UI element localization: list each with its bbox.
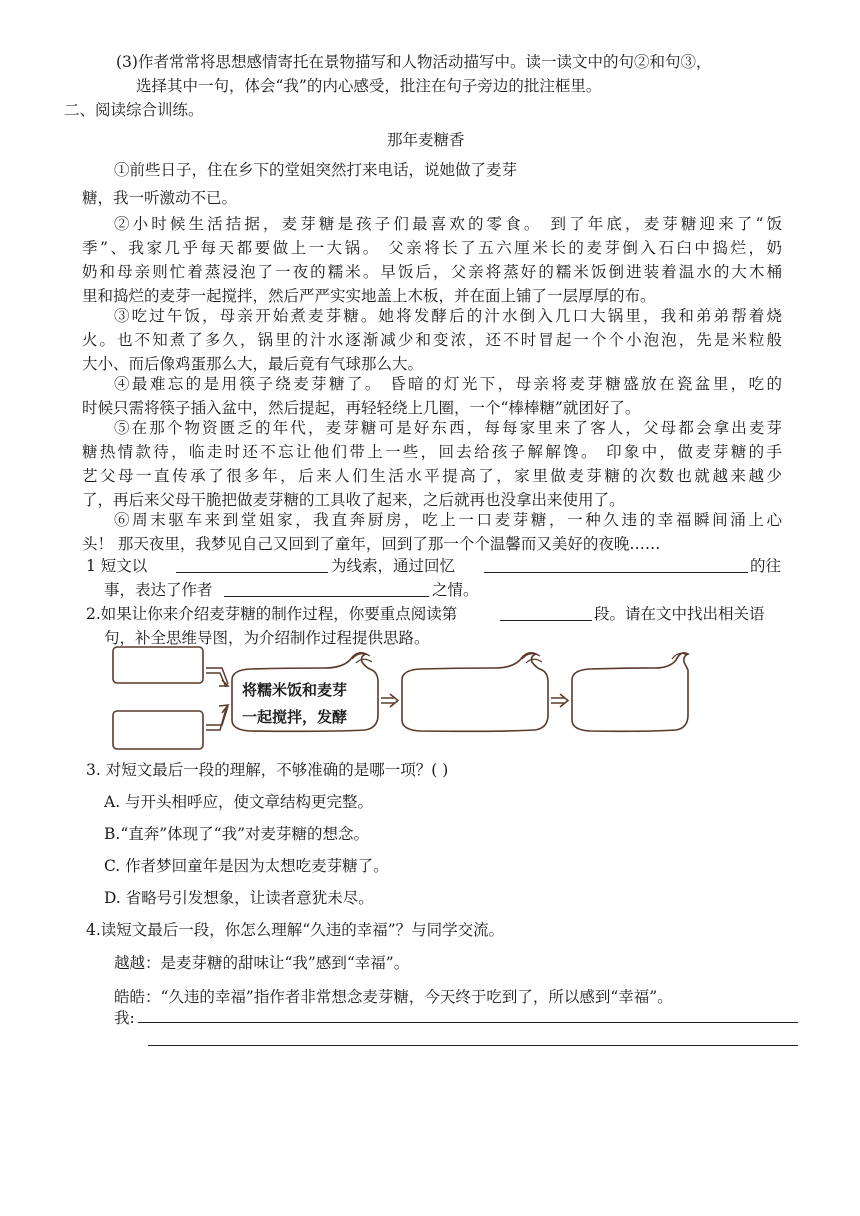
p3-line1: ③吃过午饭，母亲开始煮麦芽糖。她将发酵后的汁水倒入几口大锅里，我和弟弟帮着烧 — [114, 307, 782, 325]
p6-line2: 头！ 那天夜里，我梦见自己又回到了童年，回到了那一个个温馨而又美好的夜晚…… — [82, 535, 661, 553]
q4-answer-line-1[interactable] — [138, 1022, 798, 1023]
q1-text-d: 事，表达了作者 — [104, 581, 213, 599]
double-arrow-mid-icon — [381, 694, 398, 707]
left-box-top[interactable] — [113, 647, 203, 683]
section-heading: 二、阅读综合训练。 — [64, 101, 204, 119]
q3-prev-line2: 选择其中一句，体会“我”的内心感受，批注在句子旁边的批注框里。 — [136, 77, 602, 95]
p5-line1: ⑤在那个物资匮乏的年代，麦芽糖可是好东西，每每家里来了客人，父母都会拿出麦芽 — [114, 419, 782, 437]
q3-option-a[interactable]: A. 与开头相呼应，使文章结构更完整。 — [104, 793, 374, 811]
q3-prev-line1: (3)作者常常将思想感情寄托在景物描写和人物活动描写中。读一读文中的句②和句③， — [116, 53, 712, 71]
q1-blank-2[interactable] — [484, 572, 748, 573]
q4-stem: 4.读短文最后一段，你怎么理解“久违的幸福”？与同学交流。 — [86, 921, 505, 939]
p5-line3: 艺父母一直传承了很多年，后来人们生活水平提高了，家里做麦芽糖的次数也就越来越少 — [82, 467, 782, 485]
p3-line3: 大小、而后像鸡蛋那么大，最后竟有气球那么大。 — [82, 355, 424, 373]
double-arrow-top-icon — [206, 668, 228, 687]
q3-stem: 3. 对短文最后一段的理解，不够准确的是哪一项？( ) — [86, 761, 449, 779]
cloud-box-2[interactable] — [402, 653, 548, 731]
p1-line2: 糖，我一听激动不已。 — [82, 189, 238, 207]
q2-text-c: 句，补全思维导图，为介绍制作过程提供思路。 — [104, 629, 430, 647]
q4-answer-line-2[interactable] — [148, 1045, 798, 1046]
cloud-text-line2: 一起搅拌，发酵 — [242, 708, 348, 726]
cloud-text-line1: 将糯米饭和麦芽 — [242, 681, 348, 699]
q1-blank-1[interactable] — [176, 572, 328, 573]
q1-text-c: 的往 — [750, 557, 782, 575]
p2-line1: ②小时候生活拮据，麦芽糖是孩子们最喜欢的零食。 到了年底，麦芽糖迎来了“饭 — [114, 215, 782, 233]
q3-option-c[interactable]: C. 作者梦回童年是因为太想吃麦芽糖了。 — [104, 857, 389, 875]
p2-line4: 里和捣烂的麦芽一起搅拌，然后严严实实地盖上木板，并在面上铺了一层厚厚的布。 — [82, 287, 656, 305]
cloud-box-3[interactable] — [572, 653, 688, 731]
double-arrow-bottom-icon — [206, 705, 228, 730]
q3-option-b[interactable]: B.“直奔”体现了“我”对麦芽糖的想念。 — [104, 825, 370, 843]
q3-option-d[interactable]: D. 省略号引发想象，让读者意犹未尽。 — [104, 889, 374, 907]
left-box-bottom[interactable] — [113, 711, 203, 749]
q1-blank-3[interactable] — [224, 596, 429, 597]
q1-text-b: 为线索，通过回忆 — [331, 557, 456, 575]
p6-line1: ⑥周末驱车来到堂姐家，我直奔厨房，吃上一口麦芽糖，一种久违的幸福瞬间涌上心 — [114, 511, 782, 529]
q2-text-b: 段。请在文中找出相关语 — [594, 605, 765, 623]
p4-line2: 时候只需将筷子插入盆中，然后提起，再轻轻绕上几圈，一个“棒棒糖”就团好了。 — [82, 399, 641, 417]
double-arrow-right-icon — [551, 694, 568, 707]
p2-line3: 奶和母亲则忙着蒸浸泡了一夜的糯米。早饭后，父亲将蒸好的糯米饭倒进装着温水的大木桶 — [82, 263, 782, 281]
cloud-box-1 — [232, 653, 378, 731]
q2-text-a: 2.如果让你来介绍麦芽糖的制作过程，你要重点阅读第 — [86, 605, 458, 623]
p5-line4: 了，再后来父母干脆把做麦芽糖的工具收了起来，之后就再也没拿出来使用了。 — [82, 491, 625, 509]
q1-text-e: 之情。 — [432, 581, 479, 599]
q2-blank[interactable] — [500, 620, 592, 621]
mind-map — [110, 640, 690, 758]
p2-line2: 季”、我家几乎每天都要做上一大锅。 父亲将长了五六厘米长的麦芽倒入石臼中捣烂，奶 — [82, 239, 782, 257]
article-title: 那年麦糖香 — [387, 131, 465, 149]
q4-yueyue: 越越：是麦芽糖的甜味让“我”感到“幸福”。 — [114, 954, 410, 972]
q4-me-label: 我: — [114, 1009, 135, 1027]
p1-line1: ①前些日子，住在乡下的堂姐突然打来电话，说她做了麦芽 — [114, 161, 518, 179]
q1-text-a: 1 短文以 — [86, 557, 148, 575]
p3-line2: 火。也不知煮了多久，锅里的汁水逐渐减少和变浓，还不时冒起一个个小泡泡，先是米粒般 — [82, 331, 782, 349]
p4-line1: ④最难忘的是用筷子绕麦芽糖了。 昏暗的灯光下，母亲将麦芽糖盛放在瓷盆里，吃的 — [114, 375, 782, 393]
p5-line2: 糖热情款待，临走时还不忘让他们带上一些，回去给孩子解解馋。 印象中，做麦芽糖的手 — [82, 443, 782, 461]
q4-haohao: 皓皓：“久违的幸福”指作者非常想念麦芽糖，今天终于吃到了，所以感到“幸福”。 — [114, 988, 673, 1006]
